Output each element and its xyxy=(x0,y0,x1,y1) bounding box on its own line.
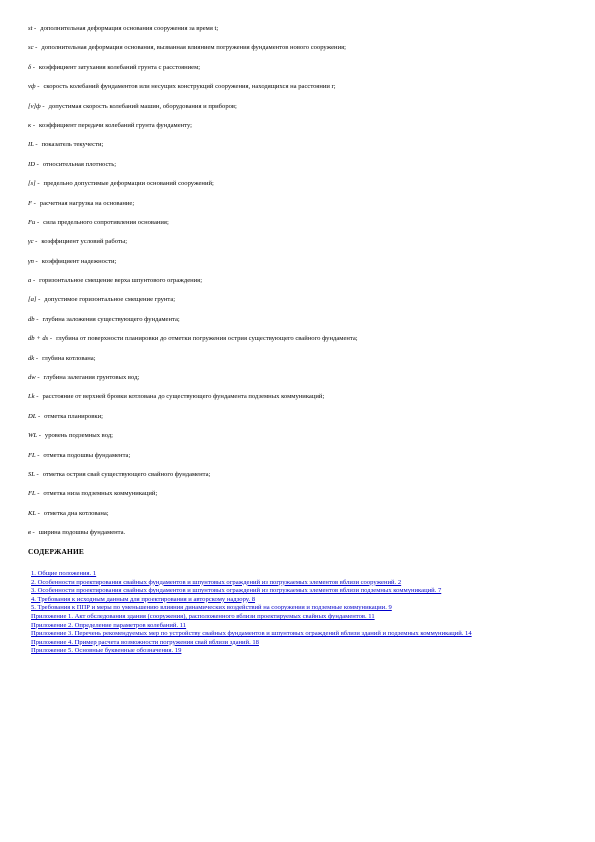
definition-symbol: dw - xyxy=(28,374,40,382)
definition-text: дополнительная деформация основания, вызванная влиянием погружения фундаментов нового сооружения; xyxy=(41,44,346,52)
definition-text: коэффициент передачи колебаний грунта фундаменту; xyxy=(39,121,193,129)
definition-text: уровень подземных вод; xyxy=(44,432,114,440)
definition-symbol: κ - xyxy=(28,121,36,129)
definition-text: сила предельного сопротивления основания; xyxy=(43,218,169,226)
definition-symbol: st - xyxy=(28,25,37,32)
definition-text: коэффициент надежности; xyxy=(41,257,117,265)
definition-text: расчетная нагрузка на основание; xyxy=(39,199,135,207)
definition-text: допустимое горизонтальное смещение грунта; xyxy=(44,296,176,304)
definition-item xyxy=(28,349,568,368)
definition-symbol: γc - xyxy=(28,238,38,246)
toc-link[interactable]: 2. Особенности проектирования свайных фундаментов и шпунтовых ограждений из погружаемых элементов вблизи сооружений. 2 xyxy=(31,578,402,586)
definition-symbol: δ - xyxy=(28,63,35,71)
definition-item xyxy=(28,77,568,96)
definition-text: глубина заложения существующего фундамента; xyxy=(42,315,180,323)
definition-symbol: [v]ф - xyxy=(28,102,45,110)
definition-text: отметка подошвы фундамента; xyxy=(43,451,131,459)
toc-link[interactable]: 4. Требования к исходным данным для проектирования и авторскому надзору. 8 xyxy=(31,595,256,603)
definition-item xyxy=(28,174,568,193)
definition-item xyxy=(28,271,568,290)
definition-text: отметка низа подземных коммуникаций; xyxy=(43,490,158,498)
definition-text: глубина котлована; xyxy=(42,354,96,362)
definition-text: ширина подошвы фундамента. xyxy=(38,529,126,537)
definition-symbol: IL - xyxy=(28,141,38,149)
definition-item xyxy=(28,484,568,503)
definition-symbol: FL - xyxy=(28,451,40,459)
definition-item xyxy=(28,465,568,484)
definition-symbol: FL - xyxy=(28,490,40,498)
definition-text: дополнительная деформация основания сооружения за время t; xyxy=(40,25,219,32)
toc-link[interactable]: Приложение 2. Определение параметров колебаний. 11 xyxy=(31,621,187,629)
definition-item xyxy=(28,155,568,174)
definition-symbol: vф - xyxy=(28,83,40,91)
definition-symbol: db + ds - xyxy=(28,335,53,343)
definition-symbol: [a] - xyxy=(28,296,41,304)
definition-item xyxy=(28,58,568,77)
toc-link[interactable]: Приложение 4. Пример расчета возможности погружения свай вблизи зданий. 18 xyxy=(31,638,259,646)
definition-item xyxy=(28,290,568,309)
definition-text: расстояние от верхней бровки котлована до существующего фундамента подземных коммуникаций; xyxy=(42,393,325,401)
definition-item xyxy=(28,116,568,135)
definition-symbol: Lk - xyxy=(28,393,39,401)
definition-item xyxy=(28,329,568,348)
definition-item xyxy=(28,387,568,406)
definition-text: отметка дна котлована; xyxy=(43,509,109,517)
toc-link[interactable]: Приложение 1. Акт обследования здания (сооружения), расположенного вблизи проектируемых свайных фундаментов. 11 xyxy=(31,612,375,620)
definition-text: коэффициент условий работы; xyxy=(41,238,128,246)
definition-symbol: DL - xyxy=(28,412,41,420)
definition-text: отметка планировки; xyxy=(44,412,103,420)
definition-symbol: γn - xyxy=(28,257,38,265)
definition-symbol: db - xyxy=(28,315,39,323)
definition-item xyxy=(28,407,568,426)
definition-item xyxy=(28,213,568,232)
definition-symbol: в - xyxy=(28,529,35,537)
definition-symbol: Fu - xyxy=(28,218,40,226)
definition-symbol: dk - xyxy=(28,354,39,362)
definition-symbol: WL - xyxy=(28,432,41,440)
definition-text: глубина от поверхности планировки до отметки погружения острия существующего свайного фундамента; xyxy=(56,335,358,343)
definition-symbol: a - xyxy=(28,277,36,285)
toc-link[interactable]: 1. Общие положения. 1 xyxy=(31,570,97,577)
definition-symbol: ID - xyxy=(28,160,39,168)
definition-symbol: sc - xyxy=(28,44,38,52)
definitions-list xyxy=(28,19,568,543)
toc-link[interactable]: 3. Особенности проектирования свайных фундаментов и шпунтовых ограждений из погружаемых элементов вблизи подземных коммуникаций. 7 xyxy=(31,587,442,595)
definition-text: глубина залегания грунтовых вод; xyxy=(43,374,140,382)
definition-text: предельно допустимые деформации оснований сооружений; xyxy=(43,180,214,188)
definition-item xyxy=(28,426,568,445)
definition-symbol: F - xyxy=(28,199,36,207)
definition-item xyxy=(28,446,568,465)
toc-link[interactable]: Приложение 3. Перечень рекомендуемых мер по устройству свайных фундаментов и шпунтовых ограждений вблизи зданий и подземных коммуникаций. 14 xyxy=(31,630,472,638)
contents-heading: СОДЕРЖАНИЕ xyxy=(28,547,85,556)
definition-item xyxy=(28,523,568,542)
toc-link[interactable]: Приложение 5. Основные буквенные обозначения. 19 xyxy=(31,647,182,655)
definition-item xyxy=(28,504,568,523)
definition-text: допустимая скорость колебаний машин, оборудования и приборов; xyxy=(48,102,237,110)
table-of-contents xyxy=(31,570,486,656)
definition-text: показатель текучести; xyxy=(41,141,104,149)
definition-item xyxy=(28,19,568,38)
definition-text: коэффициент затухания колебаний грунта с расстоянием; xyxy=(38,63,201,71)
definition-item xyxy=(28,97,568,116)
definition-item xyxy=(28,368,568,387)
definition-item xyxy=(28,38,568,57)
definition-item xyxy=(28,194,568,213)
definition-text: отметка острия свай существующего свайного фундамента; xyxy=(42,470,211,478)
definition-text: относительная плотность; xyxy=(42,160,117,168)
definition-symbol: SL - xyxy=(28,470,39,478)
definition-item xyxy=(28,232,568,251)
definition-text: горизонтальное смещение верха шпунтового ограждения; xyxy=(39,277,203,285)
definition-item xyxy=(28,135,568,154)
definition-text: скорость колебаний фундаментов или несущих конструкций сооружения, находящихся на расстоянии r; xyxy=(43,83,336,91)
definition-item xyxy=(28,252,568,271)
toc-link[interactable]: 5. Требования к ППР и меры по уменьшению влияния динамических воздействий на сооружения и подземные коммуникации. 9 xyxy=(31,604,392,612)
definition-item xyxy=(28,310,568,329)
definition-symbol: [s] - xyxy=(28,180,40,188)
definition-symbol: KL - xyxy=(28,509,40,517)
